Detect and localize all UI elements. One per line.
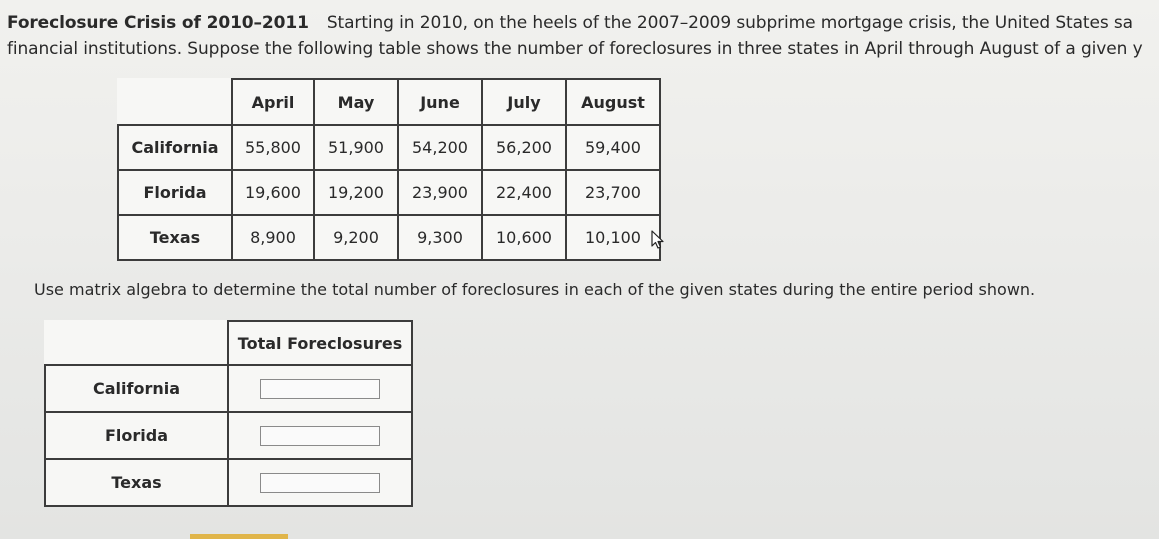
table-cell: 23,900 bbox=[398, 170, 482, 215]
table-cell: 55,800 bbox=[232, 125, 314, 170]
question-text: Use matrix algebra to determine the total number of foreclosures in each of the given states during the entire period shown. bbox=[34, 280, 1036, 299]
table-row bbox=[45, 412, 412, 459]
column-header-april: April bbox=[232, 79, 314, 125]
table-row bbox=[45, 459, 412, 506]
table-row bbox=[118, 125, 660, 170]
row-header-texas: Texas bbox=[118, 215, 232, 260]
mouse-pointer-icon bbox=[651, 230, 665, 250]
problem-intro bbox=[7, 10, 1159, 62]
texas-total-input[interactable] bbox=[260, 473, 380, 493]
table-header-row bbox=[118, 79, 660, 125]
intro-text-2: financial institutions. Suppose the following table shows the number of foreclosures in three states in April through August of a given y bbox=[7, 39, 1143, 59]
table-cell: 10,600 bbox=[482, 215, 566, 260]
table-cell: 22,400 bbox=[482, 170, 566, 215]
intro-text-1: Starting in 2010, on the heels of the 2007–2009 subprime mortgage crisis, the United States sa bbox=[326, 13, 1133, 33]
problem-title: Foreclosure Crisis of 2010–2011 bbox=[7, 13, 309, 33]
answer-cell bbox=[228, 365, 412, 412]
answer-row-header-california: California bbox=[45, 365, 228, 412]
answer-cell bbox=[228, 459, 412, 506]
table-cell: 59,400 bbox=[566, 125, 660, 170]
table-cell: 9,300 bbox=[398, 215, 482, 260]
table-cell: 23,700 bbox=[566, 170, 660, 215]
table-row bbox=[118, 170, 660, 215]
california-total-input[interactable] bbox=[260, 379, 380, 399]
answer-row-header-texas: Texas bbox=[45, 459, 228, 506]
florida-total-input[interactable] bbox=[260, 426, 380, 446]
table-cell: 9,200 bbox=[314, 215, 398, 260]
table-cell: 54,200 bbox=[398, 125, 482, 170]
table-cell: 10,100 bbox=[566, 215, 660, 260]
table-cell: 51,900 bbox=[314, 125, 398, 170]
table-row bbox=[45, 365, 412, 412]
answer-cell bbox=[228, 412, 412, 459]
table-cell: 8,900 bbox=[232, 215, 314, 260]
table-cell: 56,200 bbox=[482, 125, 566, 170]
foreclosure-table bbox=[117, 78, 661, 261]
row-header-california: California bbox=[118, 125, 232, 170]
table-cell: 19,200 bbox=[314, 170, 398, 215]
table-corner bbox=[118, 79, 232, 125]
table-cell: 19,600 bbox=[232, 170, 314, 215]
table-row bbox=[118, 215, 660, 260]
submit-button-edge[interactable] bbox=[190, 534, 288, 539]
column-header-total-foreclosures: Total Foreclosures bbox=[228, 321, 412, 365]
answer-header-row bbox=[45, 321, 412, 365]
answer-table-corner bbox=[45, 321, 228, 365]
answer-row-header-florida: Florida bbox=[45, 412, 228, 459]
intro-line-1 bbox=[7, 10, 1159, 36]
column-header-july: July bbox=[482, 79, 566, 125]
column-header-may: May bbox=[314, 79, 398, 125]
answer-table bbox=[44, 320, 413, 507]
column-header-august: August bbox=[566, 79, 660, 125]
row-header-florida: Florida bbox=[118, 170, 232, 215]
column-header-june: June bbox=[398, 79, 482, 125]
